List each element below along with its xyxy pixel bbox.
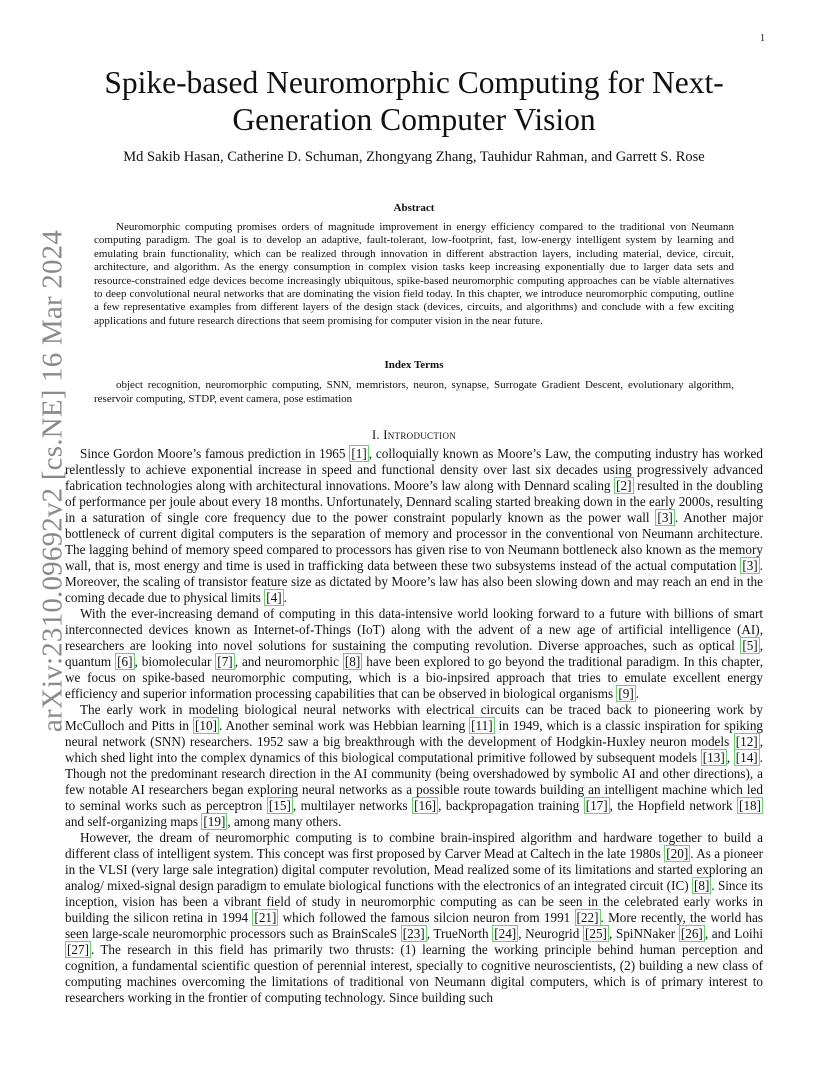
citation-link[interactable]: [5] — [742, 638, 758, 653]
paragraph-text: . Though not the predominant research direction in the AI community (being overshadowed by symbolic AI and other directions), a few notable AI researchers began exploring neural networks as a possible route towards building an intelligent machine which led to seminal works such as perceptron — [65, 750, 763, 813]
citation-link[interactable]: [7] — [217, 654, 233, 669]
paragraph-text: , colloquially known as Moore’s Law, the computing industry has worked relentlessly to achieve exponential increase in speed and functional density over last six decades using progressively advanced fabrication technologies along with architectural innovations. Moore’s law along with Dennard scaling — [65, 446, 764, 493]
paragraph-text: . — [283, 590, 287, 605]
paragraph-text: , among many others. — [227, 814, 342, 829]
paragraph-text: have been explored to go beyond the traditional paradigm. In this chapter, we focus on spike-based neuromorphic computing, which is a bio-inpsired approach that tries to emulate excellent energy efficiency and superior information processing capabilities that can be observed in biological organisms — [65, 654, 764, 701]
paragraph-text: , TrueNorth — [426, 926, 493, 941]
paragraph-text: , multilayer networks — [292, 798, 413, 813]
citation-link[interactable]: [27] — [67, 942, 89, 957]
citation-link[interactable]: [24] — [494, 926, 517, 941]
citation-link[interactable]: [14] — [735, 750, 758, 765]
paragraph-text: . More recently, the world has seen large-scale neuromorphic processors such as BrainScaleS — [65, 910, 764, 941]
citation-link[interactable]: [23] — [402, 926, 425, 941]
citation-link[interactable]: [6] — [117, 654, 133, 669]
index-terms-text: object recognition, neuromorphic computing, SNN, memristors, neuron, synapse, Surrogate Gradient Descent, evolutionary algorithm, reservoir computing, STDP, event camera, pose estimation — [94, 379, 734, 405]
citation-link[interactable]: [1] — [351, 446, 367, 461]
citation-link[interactable]: [12] — [735, 734, 758, 749]
section-heading — [65, 428, 763, 443]
citation-link[interactable]: [11] — [471, 718, 493, 733]
paragraph-text: , quantum — [65, 638, 763, 669]
section-title: Introduction — [383, 428, 457, 442]
citation-link[interactable]: [3] — [657, 510, 673, 525]
citation-link[interactable]: [13] — [702, 750, 725, 765]
arxiv-identifier-stamp[interactable]: arXiv:2310.09692v2 [cs.NE] 16 Mar 2024 — [36, 229, 69, 733]
paragraph-text: . Since its inception, vision has been a vibrant field of study in neuromorphic computing as can be seen in the celebrated early works in building the silicon retina in 1994 — [65, 878, 763, 925]
index-terms-heading: Index Terms — [384, 359, 444, 371]
citation-link[interactable]: [9] — [618, 686, 634, 701]
section-number: I. — [371, 428, 384, 442]
citation-link[interactable]: [21] — [254, 910, 277, 925]
paragraph-text: , SpiNNaker — [608, 926, 679, 941]
paragraph-text: resulted in the doubling of performance per joule about every 18 months. Unfortunately, Dennard scaling started breaking down in the early 2000s, resulting in a saturation of single core frequency due to the power constraint popularly known as the power wall — [65, 478, 763, 525]
paragraph-text: , backpropagation training — [438, 798, 584, 813]
paragraph-text: The early work in modeling biological neural networks with electrical circuits can be traced back to pioneering work by McCulloch and Pitts in — [65, 702, 763, 733]
paragraph-text: . — [635, 686, 640, 701]
citation-link[interactable]: [8] — [693, 878, 710, 893]
citation-link[interactable]: [2] — [616, 478, 632, 493]
body-paragraph — [65, 606, 763, 702]
paragraph-text: and self-organizing maps — [65, 814, 202, 829]
citation-link[interactable]: [26] — [680, 926, 703, 941]
citation-link[interactable]: [3] — [742, 558, 758, 573]
body-paragraph — [65, 702, 763, 830]
paragraph-text: which followed the famous silcion neuron from 1991 — [278, 910, 575, 925]
paragraph-text: , and Loihi — [704, 926, 763, 941]
citation-link[interactable]: [19] — [203, 814, 226, 829]
citation-link[interactable]: [16] — [414, 798, 437, 813]
paragraph-text: , — [726, 750, 734, 765]
citation-link[interactable]: [17] — [585, 798, 608, 813]
paragraph-text: However, the dream of neuromorphic computing is to combine brain-inspired algorithm and hardware together to build a different class of intelligent system. This concept was first proposed by Carver Mead at Caltech in the late 1980s — [65, 830, 763, 861]
author-list: Md Sakib Hasan, Catherine D. Schuman, Zhongyang Zhang, Tauhidur Rahman, and Garrett S. Rose — [123, 149, 705, 165]
citation-link[interactable]: [22] — [576, 910, 599, 925]
body-paragraph — [65, 830, 763, 1006]
paragraph-text: . Another major bottleneck of current digital computers is the separation of memory and processor in the conventional von Neumann architecture. The lagging behind of memory speed compared to processors has given rise to von Neumann bottleneck also known as the memory wall, that is, most energy and time is used in trafficking data between these two subsystems instead of the actual computation — [65, 510, 764, 573]
paragraph-text: With the ever-increasing demand of computing in this data-intensive world looking forward to a future with billions of smart interconnected devices known as Internet-of-Things (IoT) along with the advent of a new age of artificial intelligence (AI), researchers are looking into novel solutions for sustaining the computing revolution. Diverse approaches, such as optical — [65, 606, 763, 653]
citation-link[interactable]: [10] — [195, 718, 217, 733]
paragraph-text: . As a pioneer in the VLSI (very large sale integration) digital computer revolution, Mead realized some of its limitations and started exploring an analog/ mixed-signal design paradigm to emulate biological functions with the electronics of an integrated circuit (IC) — [65, 846, 763, 893]
citation-link[interactable]: [15] — [268, 798, 291, 813]
abstract-text: Neuromorphic computing promises orders of magnitude improvement in energy efficiency compared to the traditional von Neumann computing paradigm. The goal is to develop an adaptive, fault-tolerant, low-footprint, fast, low-energy intelligent system by learning and emulating brain functionality, which can be realized through innovation in different abstraction layers, including material, device, circuit, architecture, and algorithm. As the energy consumption in complex vision tasks keep increasing exponentially due to larger data sets and resource-constrained edge devices become increasingly ubiquitous, spike-based neuromorphic computing approaches can be viable alternatives to deep convolutional neural networks that are dominating the vision field today. In this chapter, we introduce neuromorphic computing, outline a few representative examples from different layers of the design stack (devices, circuits, and algorithms) and conclude with a few exciting applications and future research directions that seem promising for computer vision in the near future. — [94, 221, 734, 327]
paragraph-text: , the Hopfield network — [609, 798, 738, 813]
citation-link[interactable]: [25] — [584, 926, 607, 941]
body-paragraph — [65, 446, 763, 606]
paper-title: Spike-based Neuromorphic Computing for Next-Generation Computer Vision — [104, 65, 724, 137]
citation-link[interactable]: [4] — [266, 590, 282, 605]
paragraph-text: , which shed light into the complex dynamics of this biological computational primitive followed by subsequent models — [65, 734, 763, 765]
paragraph-text: , Neurogrid — [518, 926, 583, 941]
abstract-heading: Abstract — [393, 202, 435, 214]
page-number: 1 — [760, 33, 765, 44]
paragraph-text: in 1949, which is a classic inspiration for spiking neural network (SNN) researchers. 1952 saw a big breakthrough with the development of Hodgkin-Huxley neuron models — [65, 718, 764, 749]
paragraph-text: . Moreover, the scaling of transistor feature size as dictated by Moore’s law has also been slowing down and may reach an end in the coming decade due to physical limits — [65, 558, 763, 605]
paragraph-text: . The research in this field has primarily two thrusts: (1) learning the working principle behind human perception and cognition, a fundamental scientific question of perennial interest, specially to cognitive neuroscientists, (2) building a new class of computing machines overcoming the limitations of traditional von Neumann digital computers, which is of primary interest to researchers working in the frontier of computing technology. Since building such — [65, 942, 763, 1005]
citation-link[interactable]: [18] — [739, 798, 762, 813]
citation-link[interactable]: [8] — [344, 654, 361, 669]
citation-link[interactable]: [20] — [666, 846, 689, 861]
paragraph-text: , and neuromorphic — [234, 654, 343, 669]
introduction-body — [65, 446, 763, 1006]
paragraph-text: Since Gordon Moore’s famous prediction in 1965 — [80, 446, 350, 461]
paragraph-text: . Another seminal work was Hebbian learning — [219, 718, 470, 733]
paragraph-text: , biomolecular — [134, 654, 216, 669]
